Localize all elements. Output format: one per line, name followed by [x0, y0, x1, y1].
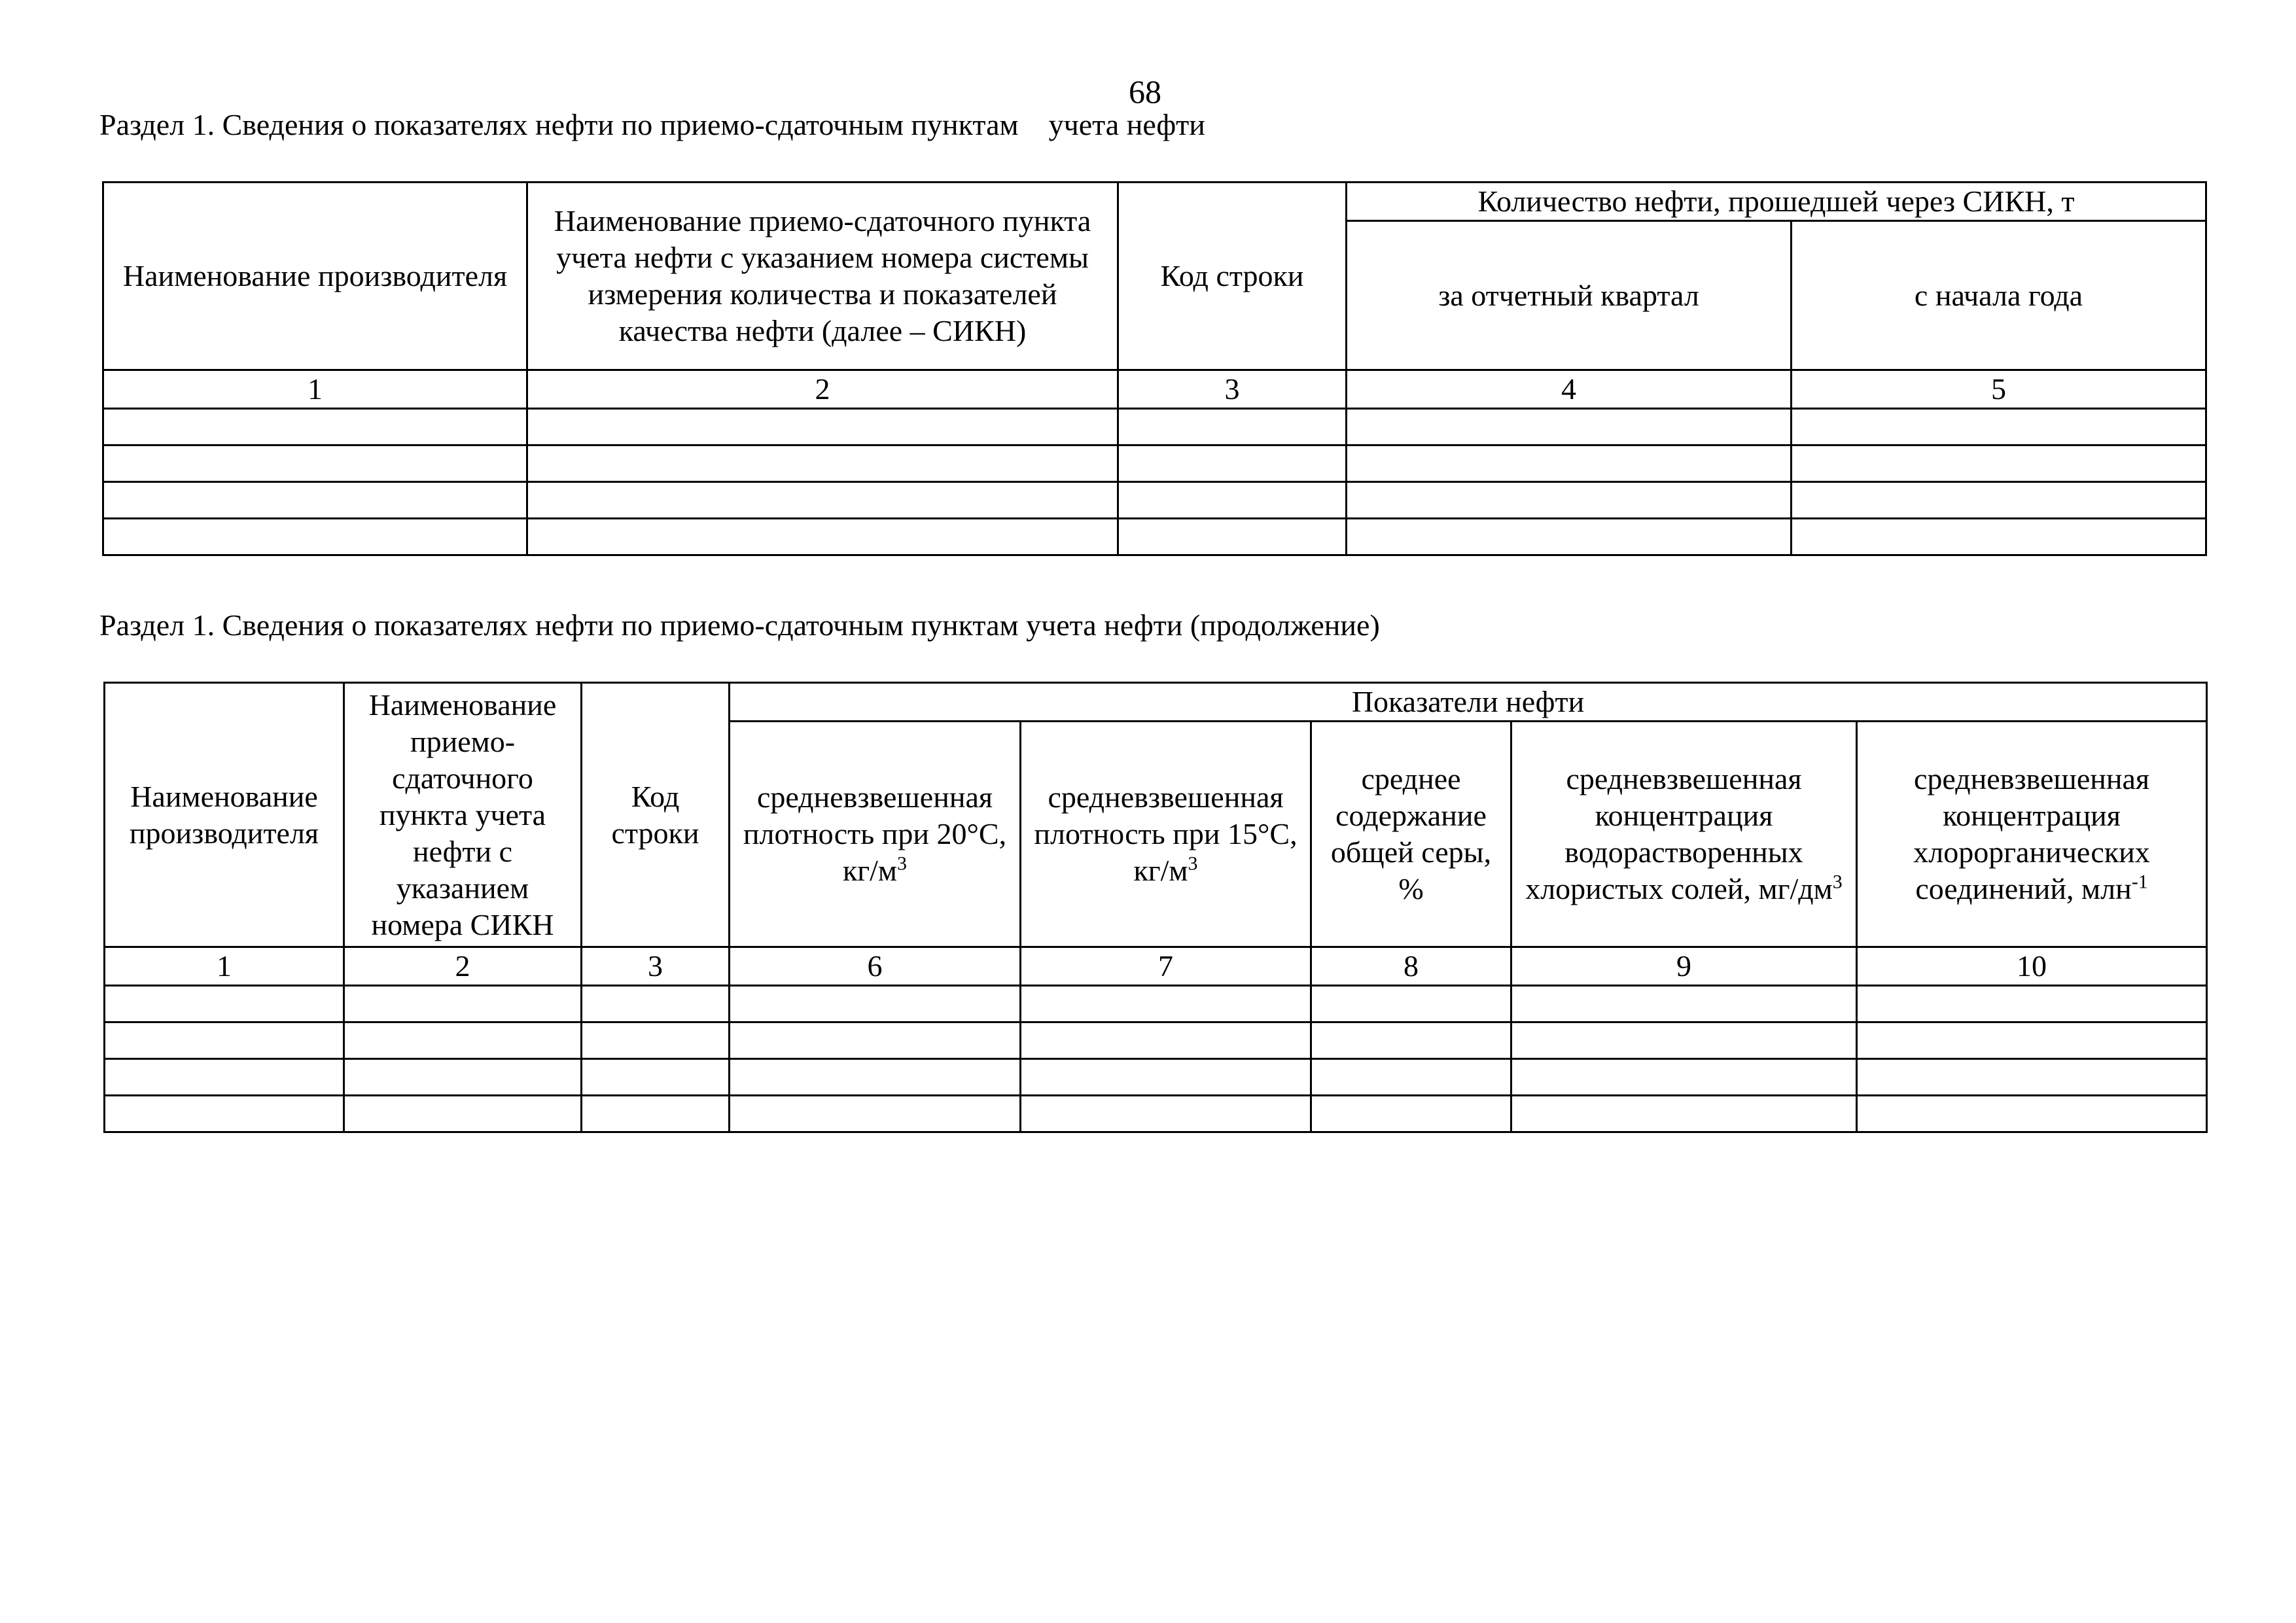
column-number: 2 — [527, 370, 1118, 409]
table-cell[interactable] — [344, 1096, 582, 1132]
table-cell[interactable] — [1792, 409, 2206, 445]
table-row — [105, 1096, 2207, 1132]
table-cell[interactable] — [1347, 482, 1792, 519]
header-year-to-date: с начала года — [1792, 221, 2206, 370]
table-cell[interactable] — [1118, 519, 1347, 555]
table-cell[interactable] — [582, 986, 730, 1022]
table-cell[interactable] — [1118, 409, 1347, 445]
table-cell[interactable] — [1792, 482, 2206, 519]
header-quarter: за отчетный квартал — [1347, 221, 1792, 370]
table-cell[interactable] — [1347, 409, 1792, 445]
column-number: 10 — [1857, 947, 2207, 986]
header-oil-quantity: Количество нефти, прошедшей через СИКН, т — [1347, 183, 2206, 221]
table-cell[interactable] — [1511, 1022, 1857, 1059]
header-producer: Наименование производителя — [103, 183, 527, 370]
header-organochlorine: средневзвешенная концентрация хлорорганических соединений, млн$^{-1}$ — [1857, 722, 2207, 947]
table-cell[interactable] — [1511, 986, 1857, 1022]
column-number: 3 — [582, 947, 730, 986]
table-cell[interactable] — [1857, 986, 2207, 1022]
table-cell[interactable] — [103, 409, 527, 445]
table-cell[interactable] — [1311, 1059, 1511, 1096]
table-cell[interactable] — [105, 1096, 344, 1132]
table-cell[interactable] — [1511, 1059, 1857, 1096]
column-number: 2 — [344, 947, 582, 986]
table-cell[interactable] — [730, 1059, 1021, 1096]
column-number: 1 — [103, 370, 527, 409]
table-cell[interactable] — [103, 482, 527, 519]
table-cell[interactable] — [582, 1096, 730, 1132]
oil-indicators-table — [103, 682, 2208, 1133]
column-number: 1 — [105, 947, 344, 986]
table-cell[interactable] — [1021, 1059, 1311, 1096]
header-row-code: Код строки — [582, 683, 730, 947]
column-number: 7 — [1021, 947, 1311, 986]
table-row — [103, 482, 2206, 519]
header-oil-indicators: Показатели нефти — [730, 683, 2207, 722]
table-row — [103, 519, 2206, 555]
column-number: 6 — [730, 947, 1021, 986]
table-row — [103, 445, 2206, 482]
table-cell[interactable] — [1311, 986, 1511, 1022]
section-1-title: Раздел 1. Сведения о показателях нефти по приемо-сдаточным пунктам учета нефти — [99, 108, 1205, 141]
table-cell[interactable] — [103, 445, 527, 482]
table-cell[interactable] — [344, 1022, 582, 1059]
column-number: 8 — [1311, 947, 1511, 986]
column-number: 4 — [1347, 370, 1792, 409]
table-cell[interactable] — [1311, 1022, 1511, 1059]
table-cell[interactable] — [582, 1022, 730, 1059]
table-cell[interactable] — [1021, 1096, 1311, 1132]
header-acceptance-point: Наименование приемо-сдаточного пункта учета нефти с указанием номера системы измерения количества и показателей качества нефти (далее – СИКН) — [527, 183, 1118, 370]
section-1-continuation-title: Раздел 1. Сведения о показателях нефти по приемо-сдаточным пунктам учета нефти (продолжение) — [99, 608, 1380, 642]
table-row — [105, 1022, 2207, 1059]
oil-quantity-table — [102, 181, 2207, 556]
table-cell[interactable] — [344, 986, 582, 1022]
table-cell[interactable] — [105, 1022, 344, 1059]
table-cell[interactable] — [730, 1096, 1021, 1132]
table-cell[interactable] — [1792, 445, 2206, 482]
table-cell[interactable] — [730, 1022, 1021, 1059]
header-producer: Наименование производителя — [105, 683, 344, 947]
table-cell[interactable] — [1857, 1022, 2207, 1059]
table-cell[interactable] — [103, 519, 527, 555]
column-number: 5 — [1792, 370, 2206, 409]
table-cell[interactable] — [105, 1059, 344, 1096]
header-row-code: Код строки — [1118, 183, 1347, 370]
table-cell[interactable] — [527, 482, 1118, 519]
table-cell[interactable] — [1857, 1059, 2207, 1096]
table-cell[interactable] — [1511, 1096, 1857, 1132]
table-cell[interactable] — [1857, 1096, 2207, 1132]
page-number: 68 — [1129, 73, 1161, 110]
table-row — [105, 1059, 2207, 1096]
table-cell[interactable] — [1021, 986, 1311, 1022]
header-chloride-salts: средневзвешенная концентрация водорастворенных хлористых солей, $мг/дм^3$ — [1511, 722, 1857, 947]
table-cell[interactable] — [344, 1059, 582, 1096]
table-cell[interactable] — [527, 409, 1118, 445]
table-cell[interactable] — [1792, 519, 2206, 555]
table-cell[interactable] — [582, 1059, 730, 1096]
header-sulfur-content: среднее содержание общей серы, % — [1311, 722, 1511, 947]
column-number: 3 — [1118, 370, 1347, 409]
header-density-20c: средневзвешенная плотность при 20°С, $кг/м^3$ — [730, 722, 1021, 947]
table-cell[interactable] — [730, 986, 1021, 1022]
table-cell[interactable] — [1311, 1096, 1511, 1132]
table-cell[interactable] — [1021, 1022, 1311, 1059]
table-cell[interactable] — [1347, 445, 1792, 482]
header-acceptance-point: Наименование приемо-сдаточного пункта учета нефти с указанием номера СИКН — [344, 683, 582, 947]
table-cell[interactable] — [105, 986, 344, 1022]
table-row — [105, 986, 2207, 1022]
table-row — [103, 409, 2206, 445]
table-cell[interactable] — [1118, 482, 1347, 519]
table-cell[interactable] — [527, 519, 1118, 555]
table-cell[interactable] — [1118, 445, 1347, 482]
table-cell[interactable] — [527, 445, 1118, 482]
table-cell[interactable] — [1347, 519, 1792, 555]
column-number: 9 — [1511, 947, 1857, 986]
header-density-15c: средневзвешенная плотность при 15°С, $кг/м^3$ — [1021, 722, 1311, 947]
